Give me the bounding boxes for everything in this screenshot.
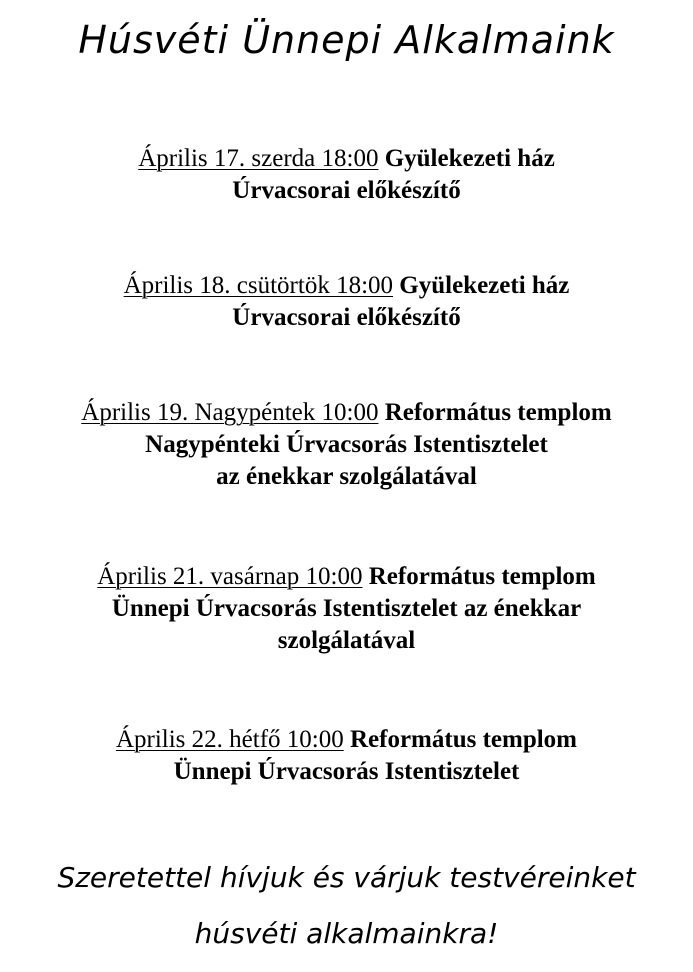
- event-description-continued: az énekkar szolgálatával: [216, 463, 477, 490]
- event-place: Gyülekezeti ház: [384, 145, 555, 172]
- event-april-18: [0, 270, 693, 334]
- event-date: Április 22. hétfő 10:00: [115, 726, 344, 753]
- event-place: Református templom: [349, 726, 578, 753]
- event-description: Nagypénteki Úrvacsorás Istentisztelet: [145, 431, 548, 458]
- closing-line-1: Szeretettel hívjuk és várjuk testvéreinket: [57, 861, 636, 894]
- event-april-21: [0, 561, 693, 657]
- event-description: Úrvacsorai előkészítő: [232, 304, 461, 331]
- event-place: Gyülekezeti ház: [399, 272, 570, 299]
- event-date: Április 21. vasárnap 10:00: [97, 563, 363, 590]
- event-description: Ünnepi Úrvacsorás Istentisztelet az énekkar: [111, 595, 582, 622]
- event-description: Ünnepi Úrvacsorás Istentisztelet: [173, 758, 520, 785]
- page-title: Húsvéti Ünnepi Alkalmaink: [78, 18, 615, 62]
- event-april-19: [0, 397, 693, 493]
- event-date: Április 19. Nagypéntek 10:00: [81, 399, 379, 426]
- event-place: Református templom: [368, 563, 596, 590]
- event-heading: [0, 270, 693, 302]
- event-heading: [0, 561, 693, 593]
- event-heading: [0, 397, 693, 429]
- event-april-17: [0, 143, 693, 207]
- event-april-22: [0, 724, 693, 788]
- event-date: Április 17. szerda 18:00: [138, 145, 379, 172]
- event-description-continued: szolgálatával: [277, 627, 416, 654]
- event-place: Református templom: [384, 399, 612, 426]
- event-heading: [0, 724, 693, 756]
- closing-line-2: húsvéti alkalmainkra!: [194, 917, 499, 950]
- closing-invitation: [0, 850, 693, 962]
- event-heading: [0, 143, 693, 175]
- event-date: Április 18. csütörtök 18:00: [123, 272, 394, 299]
- event-description: Úrvacsorai előkészítő: [232, 177, 461, 204]
